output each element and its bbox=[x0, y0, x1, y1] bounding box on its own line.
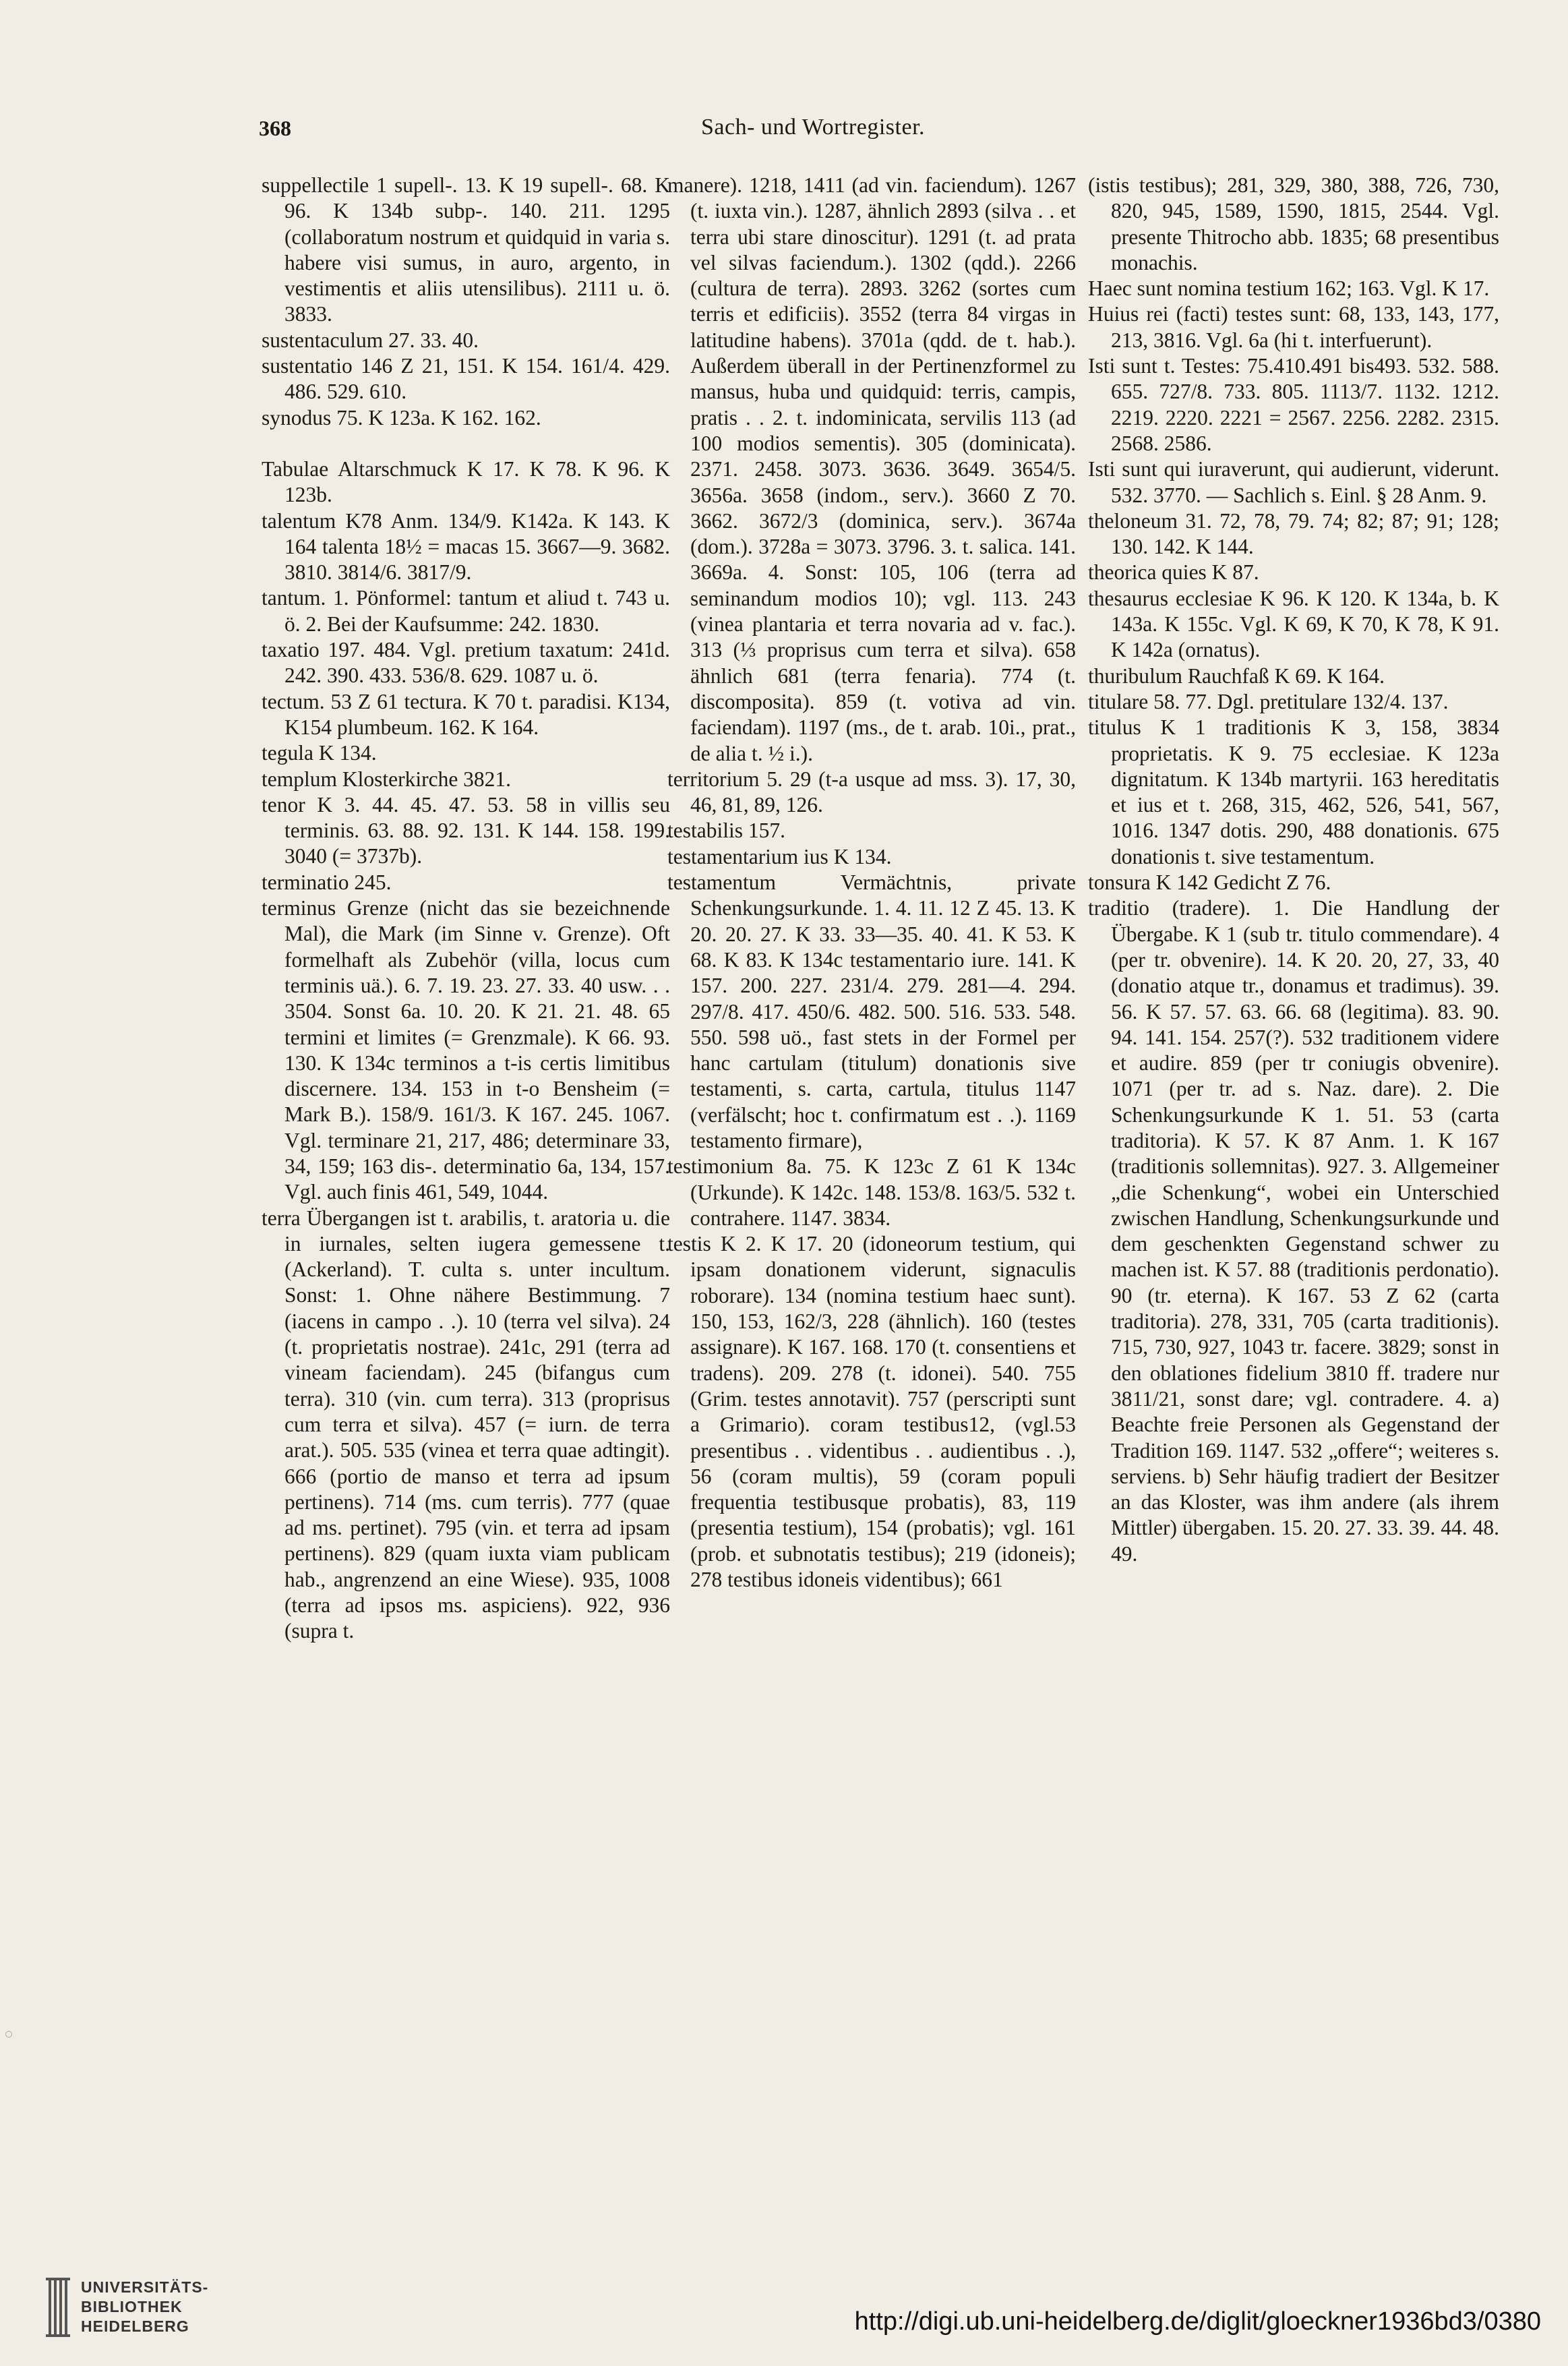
index-entry: theloneum 31. 72, 78, 79. 74; 82; 87; 91; 128; 130. 142. K 144. bbox=[1088, 508, 1499, 559]
index-entry: suppellectile 1 supell-. 13. K 19 supell-. 68. K 96. K 134b subp-. 140. 211. 1295 (collaboratum nostrum et quidquid in varia s. habere visi sumus, in auro, argento, in vestimentis et aliis utensilibus). 2111 u. ö. 3833. bbox=[262, 173, 670, 326]
logo-line: UNIVERSITÄTS- bbox=[81, 2278, 209, 2296]
index-entry: sustentaculum 27. 33. 40. bbox=[262, 328, 479, 352]
index-entry: testabilis 157. bbox=[667, 819, 785, 843]
index-entry: thuribulum Rauchfaß K 69. K 164. bbox=[1088, 663, 1385, 688]
index-entry: Isti sunt qui iuraverunt, qui audierunt, viderunt. 532. 3770. — Sachlich s. Einl. § 28 Anm. 9. bbox=[1088, 457, 1499, 507]
page-number: 368 bbox=[259, 116, 291, 140]
index-entry: sustentatio 146 Z 21, 151. K 154. 161/4. 429. 486. 529. 610. bbox=[262, 354, 670, 404]
index-entry: testis K 2. K 17. 20 (idoneorum testium, qui ipsam donationem viderunt, signaculis roborare). 134 (nomina testium haec sunt). 150, 153, 162/3, 228 (ähnlich). 160 (testes assignare). K 167. 168. 170 (t. consentiens et tradens). 209. 278 (t. idonei). 540. 755 (Grim. testes annotavit). 757 (perscripti sunt a Grimario). coram testibus12, (vgl.53 presentibus . . videntibus . . audientibus . .), 56 (coram multis), 59 (coram populi frequentia testibusque probatis), 83, 119 (presentia testium), 154 (probatis); vgl. 161 (prob. et subnotatis testibus); 219 (idoneis); 278 testibus idoneis videntibus); 661 bbox=[667, 1232, 1076, 1592]
index-entry: traditio (tradere). 1. Die Handlung der Übergabe. K 1 (sub tr. titulo commendare). 4 (per tr. obvenire). 14. K 20. 20, 27, 33, 40 (donatio atque tr., donamus et tradimus). 39. 56. K 57. 57. 63. 66. 68 (legitima). 83. 90. 94. 141. 154. 257(?). 532 traditionem videre et audire. 859 (per tr coniugis obvenire). 1071 (per tr. ad s. Naz. dare). 2. Die Schenkungsurkunde K 1. 51. 53 (carta traditoria). K 57. K 87 Anm. 1. K 167 (traditionis sollemnitas). 927. 3. Allgemeiner „die Schenkung“, wobei ein Unterschied zwischen Handlung, Schenkungsurkunde und dem geschenkten Gegenstand schwer zu machen ist. K 57. 88 (traditionis perdonatio). 90 (tr. eterna). K 167. 53 Z 62 (carta traditoria). 278, 331, 705 (carta traditionis). 715, 730, 927, 1043 tr. facere. 3829; sonst in den oblationes fidelium 3810 ff. tradere nur 3811/21, sonst dare; vgl. contradere. 4. a) Beachte freie Personen als Gegenstand der Tradition 169. 1147. 532 „offere“; weiteres s. serviens. b) Sehr häufig tradiert der Besitzer an das Kloster, was ihm andere (als ihrem Mittler) übergaben. 15. 20. 27. 33. 39. 44. 48. 49. bbox=[1088, 896, 1499, 1566]
index-entry: talentum K78 Anm. 134/9. K142a. K 143. K 164 talenta 18½ = macas 15. 3667—9. 3682. 3810. 3814/6. 3817/9. bbox=[262, 508, 670, 585]
index-column-2 bbox=[667, 173, 1076, 1593]
logo-line: HEIDELBERG bbox=[81, 2317, 189, 2335]
logo-line: BIBLIOTHEK bbox=[81, 2298, 183, 2315]
running-title: Sach- und Wortregister. bbox=[701, 115, 926, 140]
index-entry: tectum. 53 Z 61 tectura. K 70 t. paradisi. K134, K154 plumbeum. 162. K 164. bbox=[262, 689, 670, 739]
index-entry: terminatio 245. bbox=[262, 870, 392, 894]
index-entry: titulus K 1 traditionis K 3, 158, 3834 proprietatis. K 9. 75 ecclesiae. K 123a dignitatum. K 134b martyrii. 163 hereditatis et ius et t. 268, 315, 462, 526, 541, 567, 1016. 1347 dotis. 290, 488 donationis. 675 donationis t. sive testamentum. bbox=[1088, 715, 1499, 868]
index-column-1 bbox=[262, 173, 670, 1645]
index-entry: titulare 58. 77. Dgl. pretitulare 132/4. 137. bbox=[1088, 689, 1449, 713]
index-entry: tantum. 1. Pönformel: tantum et aliud t. 743 u. ö. 2. Bei der Kaufsumme: 242. 1830. bbox=[262, 586, 670, 636]
index-entry: manere). 1218, 1411 (ad vin. faciendum). 1267 (t. iuxta vin.). 1287, ähnlich 2893 (silva . . et terra ubi stare dinoscitur). 1291 (t. ad prata vel silvas faciendum.). 1302 (qdd.). 2266 (cultura de terra). 2893. 3262 (sortes cum terris et edificiis). 3552 (terra 84 virgas in latitudine habens). 3701a (qdd. de t. hab.). Außerdem überall in der Pertinenzformel zu mansus, huba und quidquid: terris, campis, pratis . . 2. t. indominicata, servilis 113 (ad 100 modios sementis). 305 (dominicata). 2371. 2458. 3073. 3636. 3649. 3654/5. 3656a. 3658 (indom., serv.). 3660 Z 70. 3662. 3672/3 (dominica, serv.). 3674a (dom.). 3728a = 3073. 3796. 3. t. salica. 141. 3669a. 4. Sonst: 105, 106 (terra ad seminandum modios 10); vgl. 113. 243 (vinea plantaria et terra novaria ad v. fac.). 313 (⅓ proprisus cum terra et silva). 658 ähnlich 681 (terra fenaria). 774 (t. discomposita). 859 (t. votiva ad vin. faciendam). 1197 (ms., de t. arab. 10i., prat., de alia t. ½ i.). bbox=[667, 173, 1076, 765]
index-entry: Isti sunt t. Testes: 75.410.491 bis493. 532. 588. 655. 727/8. 733. 805. 1113/7. 1132. 1212. 2219. 2220. 2221 = 2567. 2256. 2282. 2315. 2568. 2586. bbox=[1088, 354, 1499, 455]
index-entry: tenor K 3. 44. 45. 47. 53. 58 in villis seu terminis. 63. 88. 92. 131. K 144. 158. 199. 3040 (= 3737b). bbox=[262, 792, 670, 868]
library-emblem-icon bbox=[44, 2278, 71, 2337]
index-entry: terra Übergangen ist t. arabilis, t. aratoria u. die in iurnales, selten iugera gemessene t. (Ackerland). T. culta s. unter incultum. Sonst: 1. Ohne nähere Bestimmung. 7 (iacens in campo . .). 10 (terra vel silva). 24 (t. proprietatis nostrae). 241c, 291 (terra ad vineam faciendam). 245 (bifangus cum terra). 310 (vin. cum terra). 313 (proprisus cum terra et silva). 457 (= iurn. de terra arat.). 505. 535 (vinea et terra quae adtingit). 666 (portio de manso et terra ad ipsum pertinens). 714 (ms. cum terris). 777 (quae ad ms. pertinet). 795 (vin. et terra ad ipsam pertinens). 829 (quam iuxta viam publicam hab., angrenzend an eine Wiese). 935, 1008 (terra ad ipsos ms. aspiciens). 922, 936 (supra t. bbox=[262, 1206, 670, 1643]
index-entry: tonsura K 142 Gedicht Z 76. bbox=[1088, 870, 1331, 895]
entry-gap bbox=[262, 431, 670, 456]
index-entry: testimonium 8a. 75. K 123c Z 61 K 134c (Urkunde). K 142c. 148. 153/8. 163/5. 532 t. contrahere. 1147. 3834. bbox=[667, 1154, 1076, 1230]
index-column-3 bbox=[1088, 173, 1499, 1567]
index-entry: Tabulae Altarschmuck K 17. K 78. K 96. K 123b. bbox=[262, 456, 670, 507]
source-url-link[interactable]: http://digi.ub.uni-heidelberg.de/diglit/gloeckner1936bd3/0380 bbox=[854, 2307, 1541, 2336]
index-entry: testamentarium ius K 134. bbox=[667, 844, 892, 868]
index-entry: territorium 5. 29 (t-a usque ad mss. 3). 17, 30, 46, 81, 89, 126. bbox=[667, 767, 1076, 817]
index-entry: (istis testibus); 281, 329, 380, 388, 726, 730, 820, 945, 1589, 1590, 1815, 2544. Vgl. presente Thitrocho abb. 1835; 68 presentibus monachis. bbox=[1088, 173, 1499, 274]
index-entry: templum Klosterkirche 3821. bbox=[262, 767, 512, 791]
index-entry: Haec sunt nomina testium 162; 163. Vgl. K 17. bbox=[1088, 276, 1490, 301]
index-entry: terminus Grenze (nicht das sie bezeichnende Mal), die Mark (im Sinne v. Grenze). Oft formelhaft als Zubehör (villa, locus cum terminis uä.). 6. 7. 19. 23. 27. 33. 40 usw. . . 3504. Sonst 6a. 10. 20. K 21. 21. 48. 65 termini et limites (= Grenzmale). K 66. 93. 130. K 134c terminos a t-is certis limitibus discernere. 134. 153 in t-o Bensheim (= Mark B.). 158/9. 161/3. K 167. 245. 1067. Vgl. terminare 21, 217, 486; determinare 33, 34, 159; 163 dis-. determinatio 6a, 134, 157. Vgl. auch finis 461, 549, 1044. bbox=[262, 896, 670, 1204]
index-entry: testamentum Vermächtnis, private Schenkungsurkunde. 1. 4. 11. 12 Z 45. 13. K 20. 20. 27. K 33. 33—35. 40. 41. K 53. K 68. K 83. K 134c testamentario iure. 141. K 157. 200. 227. 231/4. 279. 281—4. 294. 297/8. 417. 450/6. 482. 500. 516. 533. 548. 550. 598 uö., fast stets in der Formel per hanc cartulam (titulum) donationis sive testamenti, s. carta, cartula, titulus 1147 (verfälscht; hoc t. confirmatum est . .). 1169 testamento firmare), bbox=[667, 870, 1076, 1152]
index-entry: theorica quies K 87. bbox=[1088, 560, 1259, 585]
scan-edge-mark bbox=[5, 2031, 12, 2038]
index-entry: thesaurus ecclesiae K 96. K 120. K 134a, b. K 143a. K 155c. Vgl. K 69, K 70, K 78, K 91. K 142a (ornatus). bbox=[1088, 586, 1499, 662]
index-entry: tegula K 134. bbox=[262, 741, 377, 765]
index-entry: Huius rei (facti) testes sunt: 68, 133, 143, 177, 213, 3816. Vgl. 6a (hi t. interfuerunt). bbox=[1088, 302, 1499, 352]
library-logo bbox=[44, 2278, 208, 2337]
index-entry: synodus 75. K 123a. K 162. 162. bbox=[262, 405, 541, 430]
index-entry: taxatio 197. 484. Vgl. pretium taxatum: 241d. 242. 390. 433. 536/8. 629. 1087 u. ö. bbox=[262, 638, 670, 688]
